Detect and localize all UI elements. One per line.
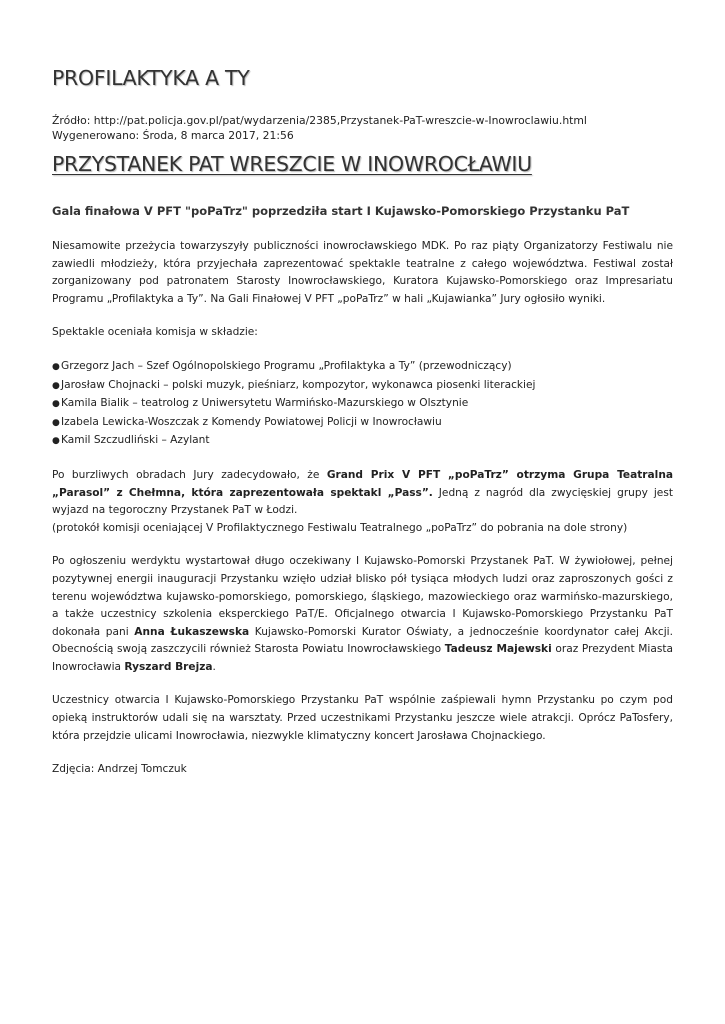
bullet-icon: ● <box>52 399 60 410</box>
protocol-note: (protokół komisji oceniającej V Profilaktycznego Festiwalu Teatralnego „poPaTrz” do pobrania na dole strony) <box>52 521 628 534</box>
article-title: PRZYSTANEK PAT WRESZCIE W INOWROCŁAWIU <box>52 152 532 176</box>
document-meta <box>52 113 587 143</box>
bullet-icon: ● <box>52 361 60 372</box>
person-name: Anna Łukaszewska <box>134 625 250 638</box>
list-item: ●Kamil Szczudliński – Azylant <box>52 432 673 451</box>
list-item: ●Grzegorz Jach – Szef Ogólnopolskiego Programu „Profilaktyka a Ty” (przewodniczący) <box>52 358 673 377</box>
site-title: PROFILAKTYKA A TY <box>52 66 250 90</box>
list-item: ●Kamila Bialik – teatrolog z Uniwersytetu Warmińsko-Mazurskiego w Olsztynie <box>52 395 673 414</box>
bullet-icon: ● <box>52 417 60 428</box>
generated-line: Wygenerowano: Środa, 8 marca 2017, 21:56 <box>52 129 294 142</box>
paragraph-jury-intro: Spektakle oceniała komisja w składzie: <box>52 326 258 339</box>
jury-list <box>52 358 673 451</box>
person-name: Tadeusz Majewski <box>444 643 552 656</box>
source-line: Źródło: http://pat.policja.gov.pl/pat/wydarzenia/2385,Przystanek-PaT-wreszcie-w-Inowroclawiu.html <box>52 114 587 127</box>
paragraph-opening: Po ogłoszeniu werdyktu wystartował długo oczekiwany I Kujawsko-Pomorski Przystanek PaT. W żywiołowej, pełnej pozytywnej energii inauguracji Przystanku wzięło udział blisko pół tysiąca młodych ludzi oraz zaproszonych gości z terenu województwa kujawsko-pomorskiego, pomorskiego, śląskiego, mazowieckiego oraz warmińsko-mazurskiego, a także uczestnicy szkolenia eksperckiego PaT/E. Oficjalnego otwarcia I Kujawsko-Pomorskiego Przystanku PaT dokonała pani Anna Łukaszewska Kujawsko-Pomorski Kurator Oświaty, a jednocześnie koordynator całej Akcji. Obecnością swoją zaszczycili również Starosta Powiatu Inowrocławskiego Tadeusz Majewski oraz Prezydent Miasta Inowrocławia Ryszard Brejza. <box>52 555 674 673</box>
list-item: ●Jarosław Chojnacki – polski muzyk, pieśniarz, kompozytor, wykonawca piosenki literackiej <box>52 377 673 396</box>
paragraph-intro: Niesamowite przeżycia towarzyszyły publiczności inowrocławskiego MDK. Po raz piąty Organizatorzy Festiwalu nie zawiedli młodzieży, która przyjechała zaprezentować spektakle teatralne z całego województwa. Festiwal został zorganizowany pod patronatem Starosty Inowrocławskiego, Kuratora Kujawsko-Pomorskiego oraz Impresariatu Programu „Profilaktyka a Ty”. Na Gali Finałowej V PFT „poPaTrz” w hali „Kujawianka” Jury ogłosiło wyniki. <box>52 240 673 305</box>
person-name: Ryszard Brejza <box>124 660 213 673</box>
paragraph-closing: Uczestnicy otwarcia I Kujawsko-Pomorskiego Przystanku PaT wspólnie zaśpiewali hymn Przystanku po czym pod opieką instruktorów udali się na warsztaty. Przed uczestnikami Przystanku jeszcze wiele atrakcji. Oprócz PaTosfery, która przejdzie ulicami Inowrocławia, niezwykle klimatyczny koncert Jarosława Chojnackiego. <box>52 694 673 742</box>
article-body <box>52 238 673 795</box>
bullet-icon: ● <box>52 436 60 447</box>
grand-prix-text: Grand Prix V PFT „poPaTrz” otrzyma Grupa Teatralna „Parasol” z Chełmna, która zaprezentowała spektakl „Pass”. <box>52 468 674 499</box>
article-lead: Gala finałowa V PFT "poPaTrz" poprzedziła start I Kujawsko-Pomorskiego Przystanku PaT <box>52 204 630 218</box>
list-item: ●Izabela Lewicka-Woszczak z Komendy Powiatowej Policji w Inowrocławiu <box>52 414 673 433</box>
bullet-icon: ● <box>52 380 60 391</box>
photo-credit: Zdjęcia: Andrzej Tomczuk <box>52 763 187 776</box>
paragraph-verdict: Po burzliwych obradach Jury zadecydowało, że Grand Prix V PFT „poPaTrz” otrzyma Grupa Teatralna „Parasol” z Chełmna, która zaprezentowała spektakl „Pass”. Jedną z nagród dla zwycięskiej grupy jest wyjazd na tegoroczny Przystanek PaT w Łodzi. (protokół komisji oceniającej V Profilaktycznego Festiwalu Teatralnego „poPaTrz” do pobrania na dole strony) <box>52 467 673 537</box>
